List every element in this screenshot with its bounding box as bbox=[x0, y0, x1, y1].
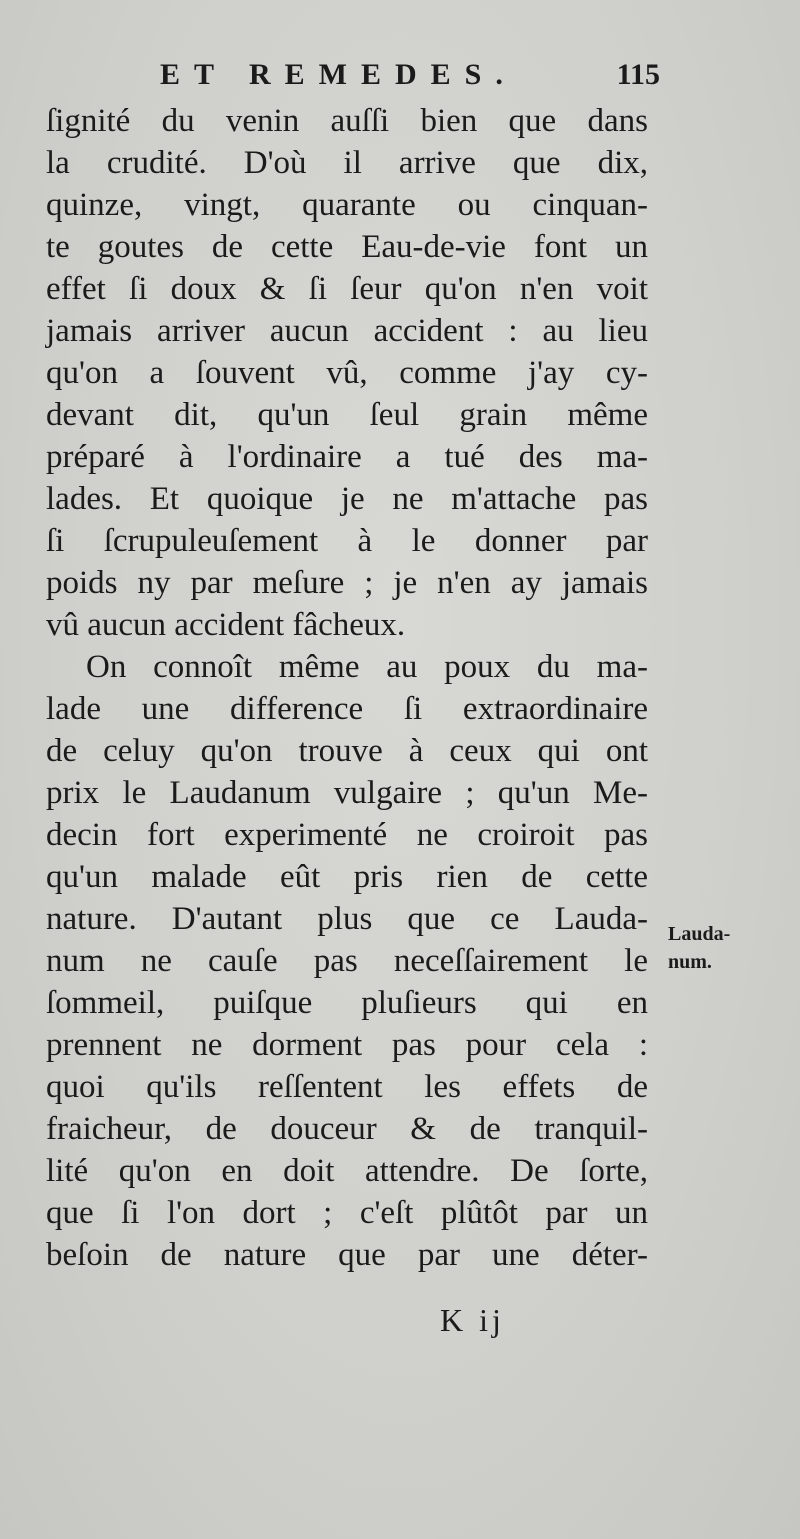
text-line: On connoît même au poux du ma- bbox=[86, 649, 648, 685]
text-line: effet ſi doux & ſi ſeur qu'on n'en voit bbox=[46, 271, 648, 307]
text-line: de celuy qu'on trouve à ceux qui ont bbox=[46, 733, 648, 769]
page-header bbox=[160, 58, 660, 98]
body-text bbox=[46, 100, 648, 1276]
text-line: préparé à l'ordinaire a tué des ma- bbox=[46, 439, 648, 475]
text-line: prennent ne dorment pas pour cela : bbox=[46, 1027, 648, 1063]
text-line: la crudité. D'où il arrive que dix, bbox=[46, 145, 648, 181]
text-line: lades. Et quoique je ne m'attache pas bbox=[46, 481, 648, 517]
text-line: qu'un malade eût pris rien de cette bbox=[46, 859, 648, 895]
signature-mark: K ij bbox=[440, 1302, 505, 1338]
text-line: quinze, vingt, quarante ou cinquan- bbox=[46, 187, 648, 223]
margin-note-line: Lauda- bbox=[668, 923, 731, 945]
text-line: prix le Laudanum vulgaire ; qu'un Me- bbox=[46, 775, 648, 811]
text-line: beſoin de nature que par une déter- bbox=[46, 1237, 648, 1273]
text-line: ſignité du venin auſſi bien que dans bbox=[46, 103, 648, 139]
text-line: quoi qu'ils reſſentent les effets de bbox=[46, 1069, 648, 1105]
page-number: 115 bbox=[616, 58, 660, 91]
margin-note bbox=[668, 920, 730, 976]
margin-note-line: num. bbox=[668, 951, 712, 973]
text-line: lade une difference ſi extraordinaire bbox=[46, 691, 648, 727]
text-line: poids ny par meſure ; je n'en ay jamais bbox=[46, 565, 648, 601]
text-line: te goutes de cette Eau-de-vie font un bbox=[46, 229, 648, 265]
text-line: vû aucun accident fâcheux. bbox=[46, 607, 406, 643]
text-line: fraicheur, de douceur & de tranquil- bbox=[46, 1111, 648, 1147]
text-line: nature. D'autant plus que ce Lauda- bbox=[46, 901, 648, 937]
text-line: ſi ſcrupuleuſement à le donner par bbox=[46, 523, 648, 559]
text-line: ſommeil, puiſque pluſieurs qui en bbox=[46, 985, 648, 1021]
text-line: qu'on a ſouvent vû, comme j'ay cy- bbox=[46, 355, 648, 391]
running-head: ET REMEDES. bbox=[160, 58, 517, 91]
text-line: jamais arriver aucun accident : au lieu bbox=[46, 313, 648, 349]
text-line: decin fort experimenté ne croiroit pas bbox=[46, 817, 648, 853]
text-line: que ſi l'on dort ; c'eſt plûtôt par un bbox=[46, 1195, 648, 1231]
text-line: num ne cauſe pas neceſſairement le bbox=[46, 943, 648, 979]
text-line: devant dit, qu'un ſeul grain même bbox=[46, 397, 648, 433]
text-line: lité qu'on en doit attendre. De ſorte, bbox=[46, 1153, 648, 1189]
